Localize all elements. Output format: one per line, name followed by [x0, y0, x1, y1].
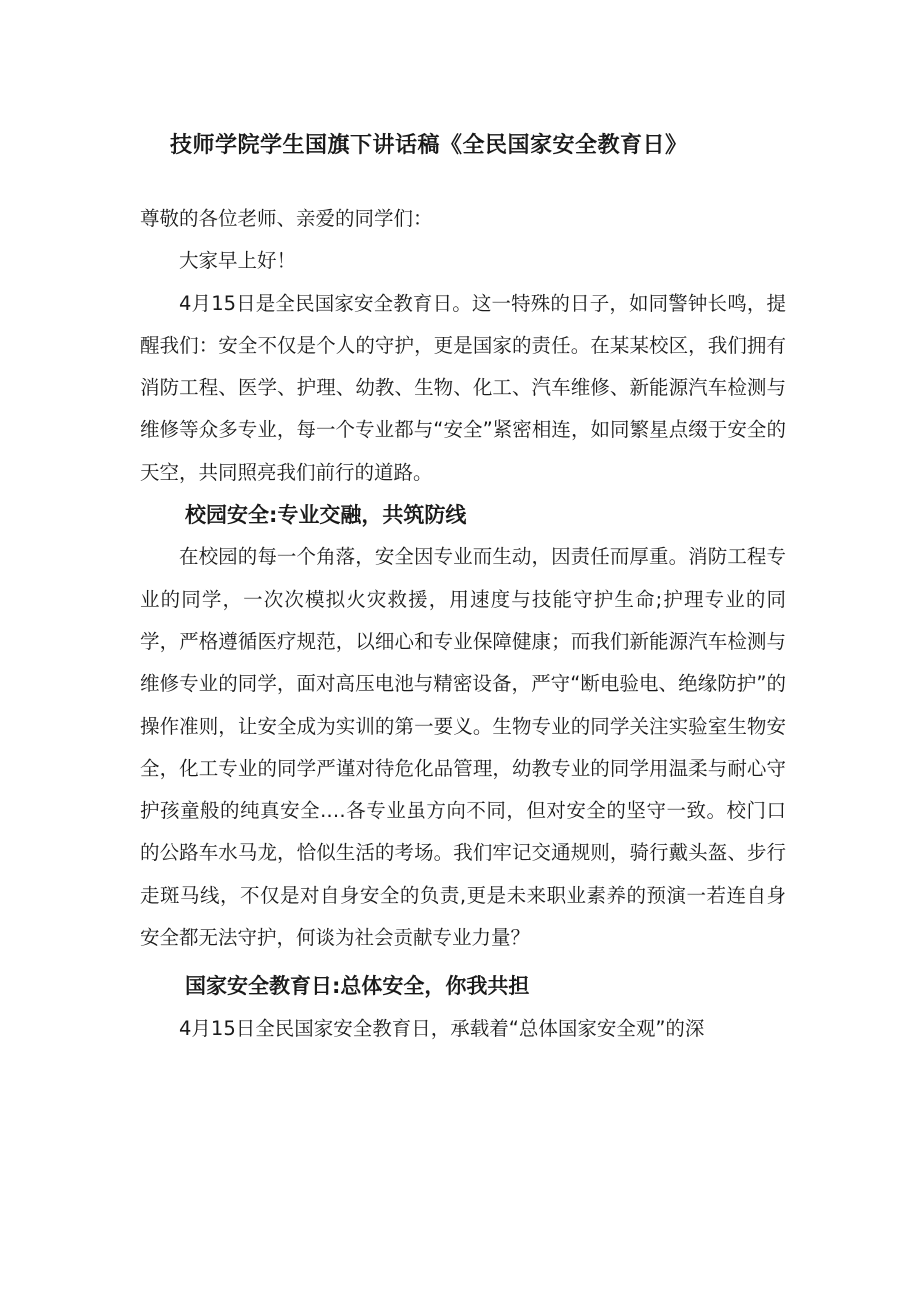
section-heading-national-security: 国家安全教育日:总体安全，你我共担 [185, 974, 530, 999]
section-heading-campus-safety: 校园安全:专业交融，共筑防线 [185, 503, 467, 528]
paragraph-intro: 4月15日是全民国家安全教育日。这一特殊的日子，如同警钟长鸣，提醒我们：安全不仅是个人的守护，更是国家的责任。在某某校区，我们拥有消防工程、医学、护理、幼教、生物、化工、汽车维修、新能源汽车检测与维修等众多专业，每一个专业都与“安全”紧密相连，如同繁星点缀于安全的天空，共同照亮我们前行的道路。 [140, 291, 786, 484]
paragraph-national-security: 4月15日全民国家安全教育日，承载着“总体国家安全观”的深 [179, 1016, 705, 1040]
document-body [140, 198, 786, 1050]
salutation: 尊敬的各位老师、亲爱的同学们： [140, 207, 433, 230]
paragraph-campus-safety: 在校园的每一个角落，安全因专业而生动，因责任而厚重。消防工程专业的同学，一次次模拟火灾救援，用速度与技能守护生命;护理专业的同学，严格遵循医疗规范，以细心和专业保障健康；而我们新能源汽车检测与维修专业的同学，面对高压电池与精密设备，严守“断电验电、绝缘防护”的操作准则，让安全成为实训的第一要义。生物专业的同学关注实验室生物安全，化工专业的同学严谨对待危化品管理，幼教专业的同学用温柔与耐心守护孩童般的纯真安全.…各专业虽方向不同，但对安全的坚守一致。校门口的公路车水马龙，恰似生活的考场。我们牢记交通规则，骑行戴头盔、步行走斑马线，不仅是对自身安全的负责,更是未来职业素养的预演一若连自身安全都无法守护，何谈为社会贡献专业力量？ [140, 545, 786, 950]
greeting: 大家早上好！ [179, 249, 297, 273]
document-title: 技师学院学生国旗下讲话稿《全民国家安全教育日》 [170, 133, 688, 158]
